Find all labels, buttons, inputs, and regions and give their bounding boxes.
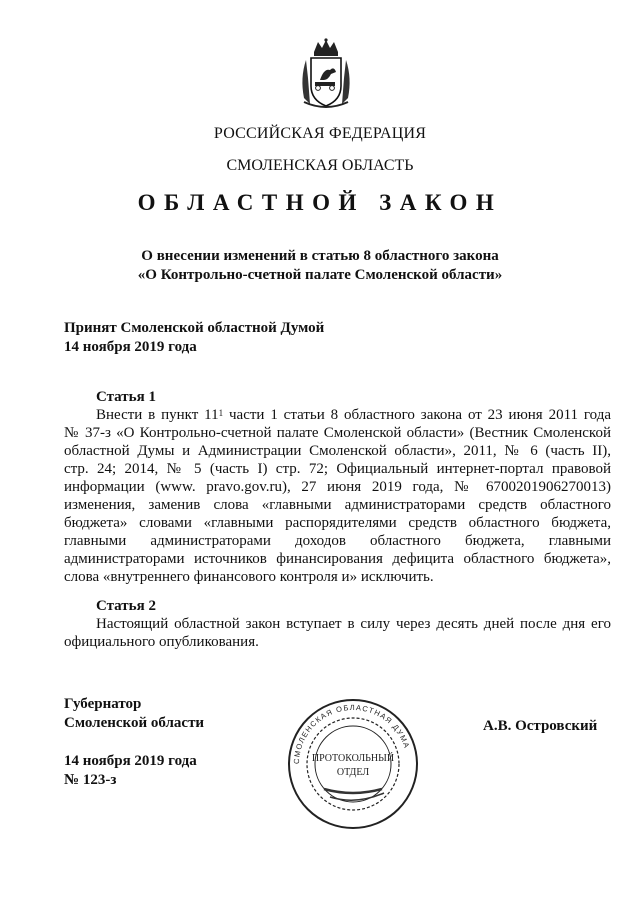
law-subject	[0, 247, 640, 285]
adoption-info	[64, 319, 324, 357]
law-subject-line: О внесении изменений в статью 8 областного закона	[141, 248, 499, 264]
document-type-title: ОБЛАСТНОЙ ЗАКОН	[137, 190, 503, 215]
governor-name: А.В. Островский	[483, 718, 598, 734]
official-stamp	[286, 697, 420, 831]
signing-date: 14 ноября 2019 года	[64, 753, 197, 769]
article-1-line: главными администраторами доходов областного бюджета, главными	[64, 533, 611, 549]
article-1-heading: Статья 1	[96, 389, 156, 405]
governor-title	[64, 695, 204, 733]
article-1-line: Внести в пункт $11^1$ части 1 статьи 8 областного закона от 23 июня 2011 года	[96, 407, 612, 423]
governor-title-line: Смоленской области	[64, 715, 205, 731]
article-2-line: официального опубликования.	[64, 634, 259, 650]
article-1-line: информации (www. pravo.gov.ru), 27 июня 2019 года, № 6700201906270013)	[64, 479, 611, 495]
law-subject-line: «О Контрольно-счетной палате Смоленской области»	[137, 267, 503, 283]
article-1-line: администраторами источников финансирования дефицита областного бюджета»,	[64, 551, 611, 567]
region-name: СМОЛЕНСКАЯ ОБЛАСТЬ	[226, 157, 414, 174]
article-2-line: Настоящий областной закон вступает в силу через десять дней после дня его	[96, 616, 611, 632]
article-2-heading: Статья 2	[96, 598, 156, 614]
signing-info	[64, 752, 197, 790]
svg-text:СМОЛЕНСКАЯ ОБЛАСТНАЯ ДУМА: СМОЛЕНСКАЯ ОБЛАСТНАЯ ДУМА	[291, 702, 412, 765]
article-1-line: слова «внутреннего финансового контроля и» исключить.	[64, 569, 434, 585]
article-1-line: изменения, заменив слова «главными администраторами средств областного	[64, 497, 611, 513]
adoption-date: 14 ноября 2019 года	[64, 339, 197, 355]
svg-text:ОТДЕЛ: ОТДЕЛ	[336, 767, 370, 778]
adoption-body: Принят Смоленской областной Думой	[64, 320, 325, 336]
country-name: РОССИЙСКАЯ ФЕДЕРАЦИЯ	[213, 125, 427, 142]
article-1-line: областной Думы и Администрации Смоленской области», 2011, № 6 (часть II),	[64, 443, 611, 459]
article-1-line: № 37-з «О Контрольно-счетной палате Смоленской области» (Вестник Смоленской	[64, 425, 611, 441]
law-number: № 123-з	[64, 772, 117, 788]
article-1-text	[64, 406, 611, 586]
governor-title-line: Губернатор	[64, 696, 142, 712]
article-1-line: стр. 24; 2014, № 5 (часть I) стр. 72; Официальный интернет-портал правовой	[64, 461, 611, 477]
article-2-text	[64, 615, 611, 651]
article-1-line: бюджета» словами «главными распорядителями средств областного бюджета,	[64, 515, 611, 531]
coat-of-arms-emblem	[296, 38, 356, 110]
svg-text:ПРОТОКОЛЬНЫЙ: ПРОТОКОЛЬНЫЙ	[311, 753, 395, 764]
